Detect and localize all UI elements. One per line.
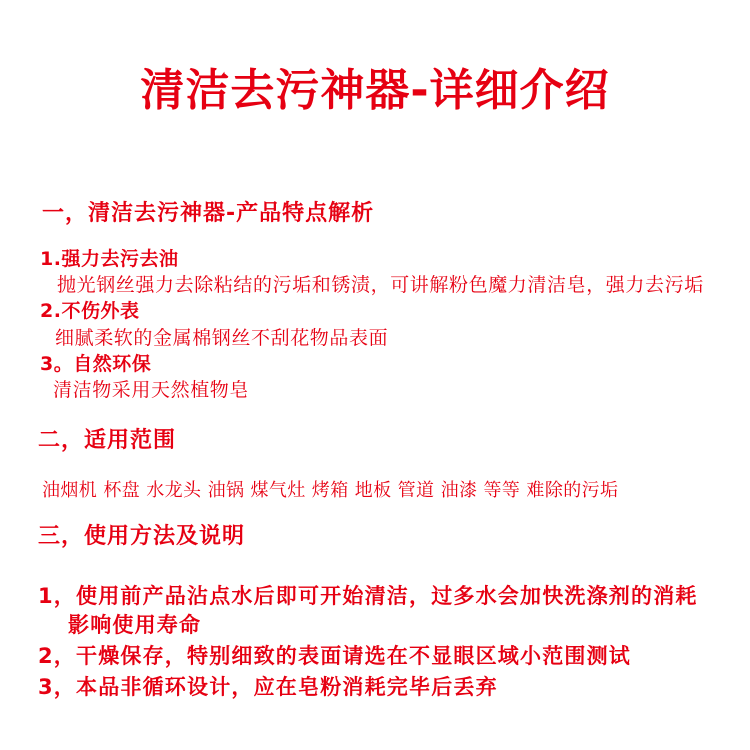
usage-item-2: 2，干燥保存，特别细致的表面请选在不显眼区域小范围测试 bbox=[38, 644, 632, 668]
scope-text: 油烟机 杯盘 水龙头 油锅 煤气灶 烤箱 地板 管道 油漆 等等 难除的污垢 bbox=[42, 480, 619, 501]
usage-item-3: 3，本品非循环设计，应在皂粉消耗完毕后丢弃 bbox=[38, 675, 498, 699]
features-heading: 一，清洁去污神器-产品特点解析 bbox=[42, 201, 375, 226]
feature-label-no-scratch: 2.不伤外表 bbox=[40, 300, 140, 322]
feature-label-strong-cleaning: 1.强力去污去油 bbox=[40, 248, 179, 270]
usage-item-1-continuation: 影响使用寿命 bbox=[68, 613, 202, 637]
scope-heading: 二，适用范围 bbox=[38, 428, 177, 453]
page-title: 清洁去污神器-详细介绍 bbox=[140, 65, 610, 116]
feature-desc-strong-cleaning: 抛光钢丝强力去除粘结的污垢和锈渍，可讲解粉色魔力清洁皂，强力去污垢 bbox=[57, 274, 704, 296]
feature-desc-eco: 清洁物采用天然植物皂 bbox=[53, 379, 250, 401]
feature-label-eco: 3。自然环保 bbox=[40, 353, 152, 375]
usage-heading: 三，使用方法及说明 bbox=[38, 524, 246, 549]
feature-desc-no-scratch: 细腻柔软的金属棉钢丝不刮花物品表面 bbox=[55, 327, 389, 349]
usage-item-1: 1，使用前产品沾点水后即可开始清洁，过多水会加快洗涤剂的消耗 bbox=[38, 584, 698, 608]
